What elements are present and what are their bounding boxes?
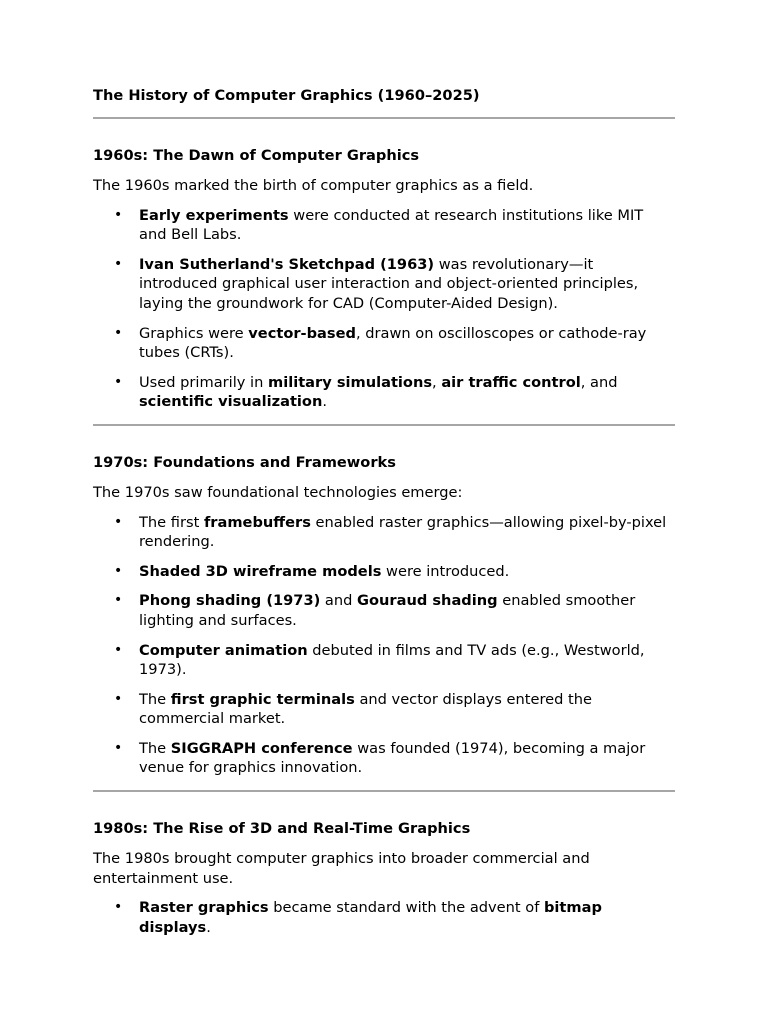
section-intro: The 1960s marked the birth of computer graphics as a field. [93, 177, 534, 194]
text-run: were conducted at research institutions like MIT and Bell Labs. [139, 206, 644, 244]
list-item [93, 324, 675, 363]
title-divider [93, 117, 675, 119]
bold-text: Gouraud shading [357, 592, 498, 610]
section-list [93, 206, 675, 412]
bold-text: Computer animation [139, 641, 308, 659]
text-run: was founded (1974), becoming a major venue for graphics innovation. [139, 739, 646, 777]
bullet-icon: • [114, 690, 123, 707]
bold-text: Raster graphics [139, 899, 269, 917]
bullet-icon: • [114, 206, 123, 223]
text-run: The [139, 739, 171, 757]
text-run: . [206, 918, 211, 936]
text-run: was revolutionary—it introduced graphical user interaction and object-oriented principles, laying the groundwork for CAD (Computer-Aided Design). [139, 255, 639, 312]
text-run: and [320, 592, 358, 610]
list-item [93, 641, 675, 680]
text-run: enabled smoother lighting and surfaces. [139, 592, 636, 629]
section-1960s [93, 146, 675, 412]
bold-text: Shaded 3D wireframe models [139, 562, 382, 580]
text-run: Graphics were [139, 324, 249, 342]
section-intro: The 1970s saw foundational technologies emerge: [93, 483, 463, 501]
bullet-icon: • [114, 513, 123, 530]
document-content [93, 86, 675, 937]
text-run: , and [580, 373, 618, 391]
section-divider [93, 790, 675, 792]
text-run: and vector displays entered the commercial market. [139, 690, 592, 728]
bullet-icon: • [114, 373, 123, 390]
list-item [93, 690, 675, 729]
bold-text: scientific visualization [139, 393, 323, 411]
text-run: , [432, 373, 442, 391]
section-list [93, 513, 675, 779]
section-1970s [93, 453, 675, 778]
list-item [93, 562, 675, 582]
bold-text: Phong shading (1973) [139, 592, 321, 610]
list-item [93, 739, 675, 778]
bullet-icon: • [114, 562, 123, 579]
section-heading: 1960s: The Dawn of Computer Graphics [93, 147, 420, 164]
text-run: The [139, 690, 171, 708]
section-heading: 1970s: Foundations and Frameworks [93, 453, 396, 471]
section-list [93, 898, 675, 937]
bullet-icon: • [114, 899, 123, 916]
text-run: The first [139, 513, 204, 531]
bullet-icon: • [114, 641, 123, 658]
document-title: The History of Computer Graphics (1960–2025) [93, 87, 480, 104]
list-item [93, 255, 675, 314]
bullet-icon: • [114, 324, 123, 341]
list-item [93, 206, 675, 245]
bold-text: first graphic terminals [170, 690, 355, 708]
bold-text: vector-based [248, 324, 356, 342]
section-heading: 1980s: The Rise of 3D and Real-Time Graphics [93, 820, 471, 838]
text-run: became standard with the advent of [268, 899, 544, 917]
bullet-icon: • [114, 255, 123, 272]
bold-text: air traffic control [441, 373, 581, 391]
bold-text: Early experiments [139, 206, 289, 224]
list-item [93, 591, 675, 630]
bullet-icon: • [114, 592, 123, 609]
bullet-icon: • [114, 739, 123, 756]
bold-text: military simulations [267, 373, 433, 391]
text-run: were introduced. [381, 562, 510, 580]
bold-text: Ivan Sutherland's Sketchpad (1963) [139, 255, 435, 273]
list-item [93, 898, 675, 937]
list-item [93, 373, 675, 412]
bold-text: bitmap displays [139, 899, 602, 936]
text-run: Used primarily in [139, 373, 268, 391]
section-intro: The 1980s brought computer graphics into broader commercial and entertainment use. [93, 850, 590, 887]
text-run: , drawn on oscilloscopes or cathode-ray tubes (CRTs). [139, 324, 647, 362]
bold-text: SIGGRAPH conference [170, 739, 353, 757]
text-run: . [322, 393, 327, 411]
text-run: debuted in films and TV ads (e.g., Westworld, 1973). [139, 641, 645, 679]
list-item [93, 513, 675, 552]
bold-text: framebuffers [203, 513, 311, 531]
section-divider [93, 424, 675, 426]
section-1980s [93, 819, 675, 937]
text-run: enabled raster graphics—allowing pixel-by-pixel rendering. [139, 513, 667, 551]
